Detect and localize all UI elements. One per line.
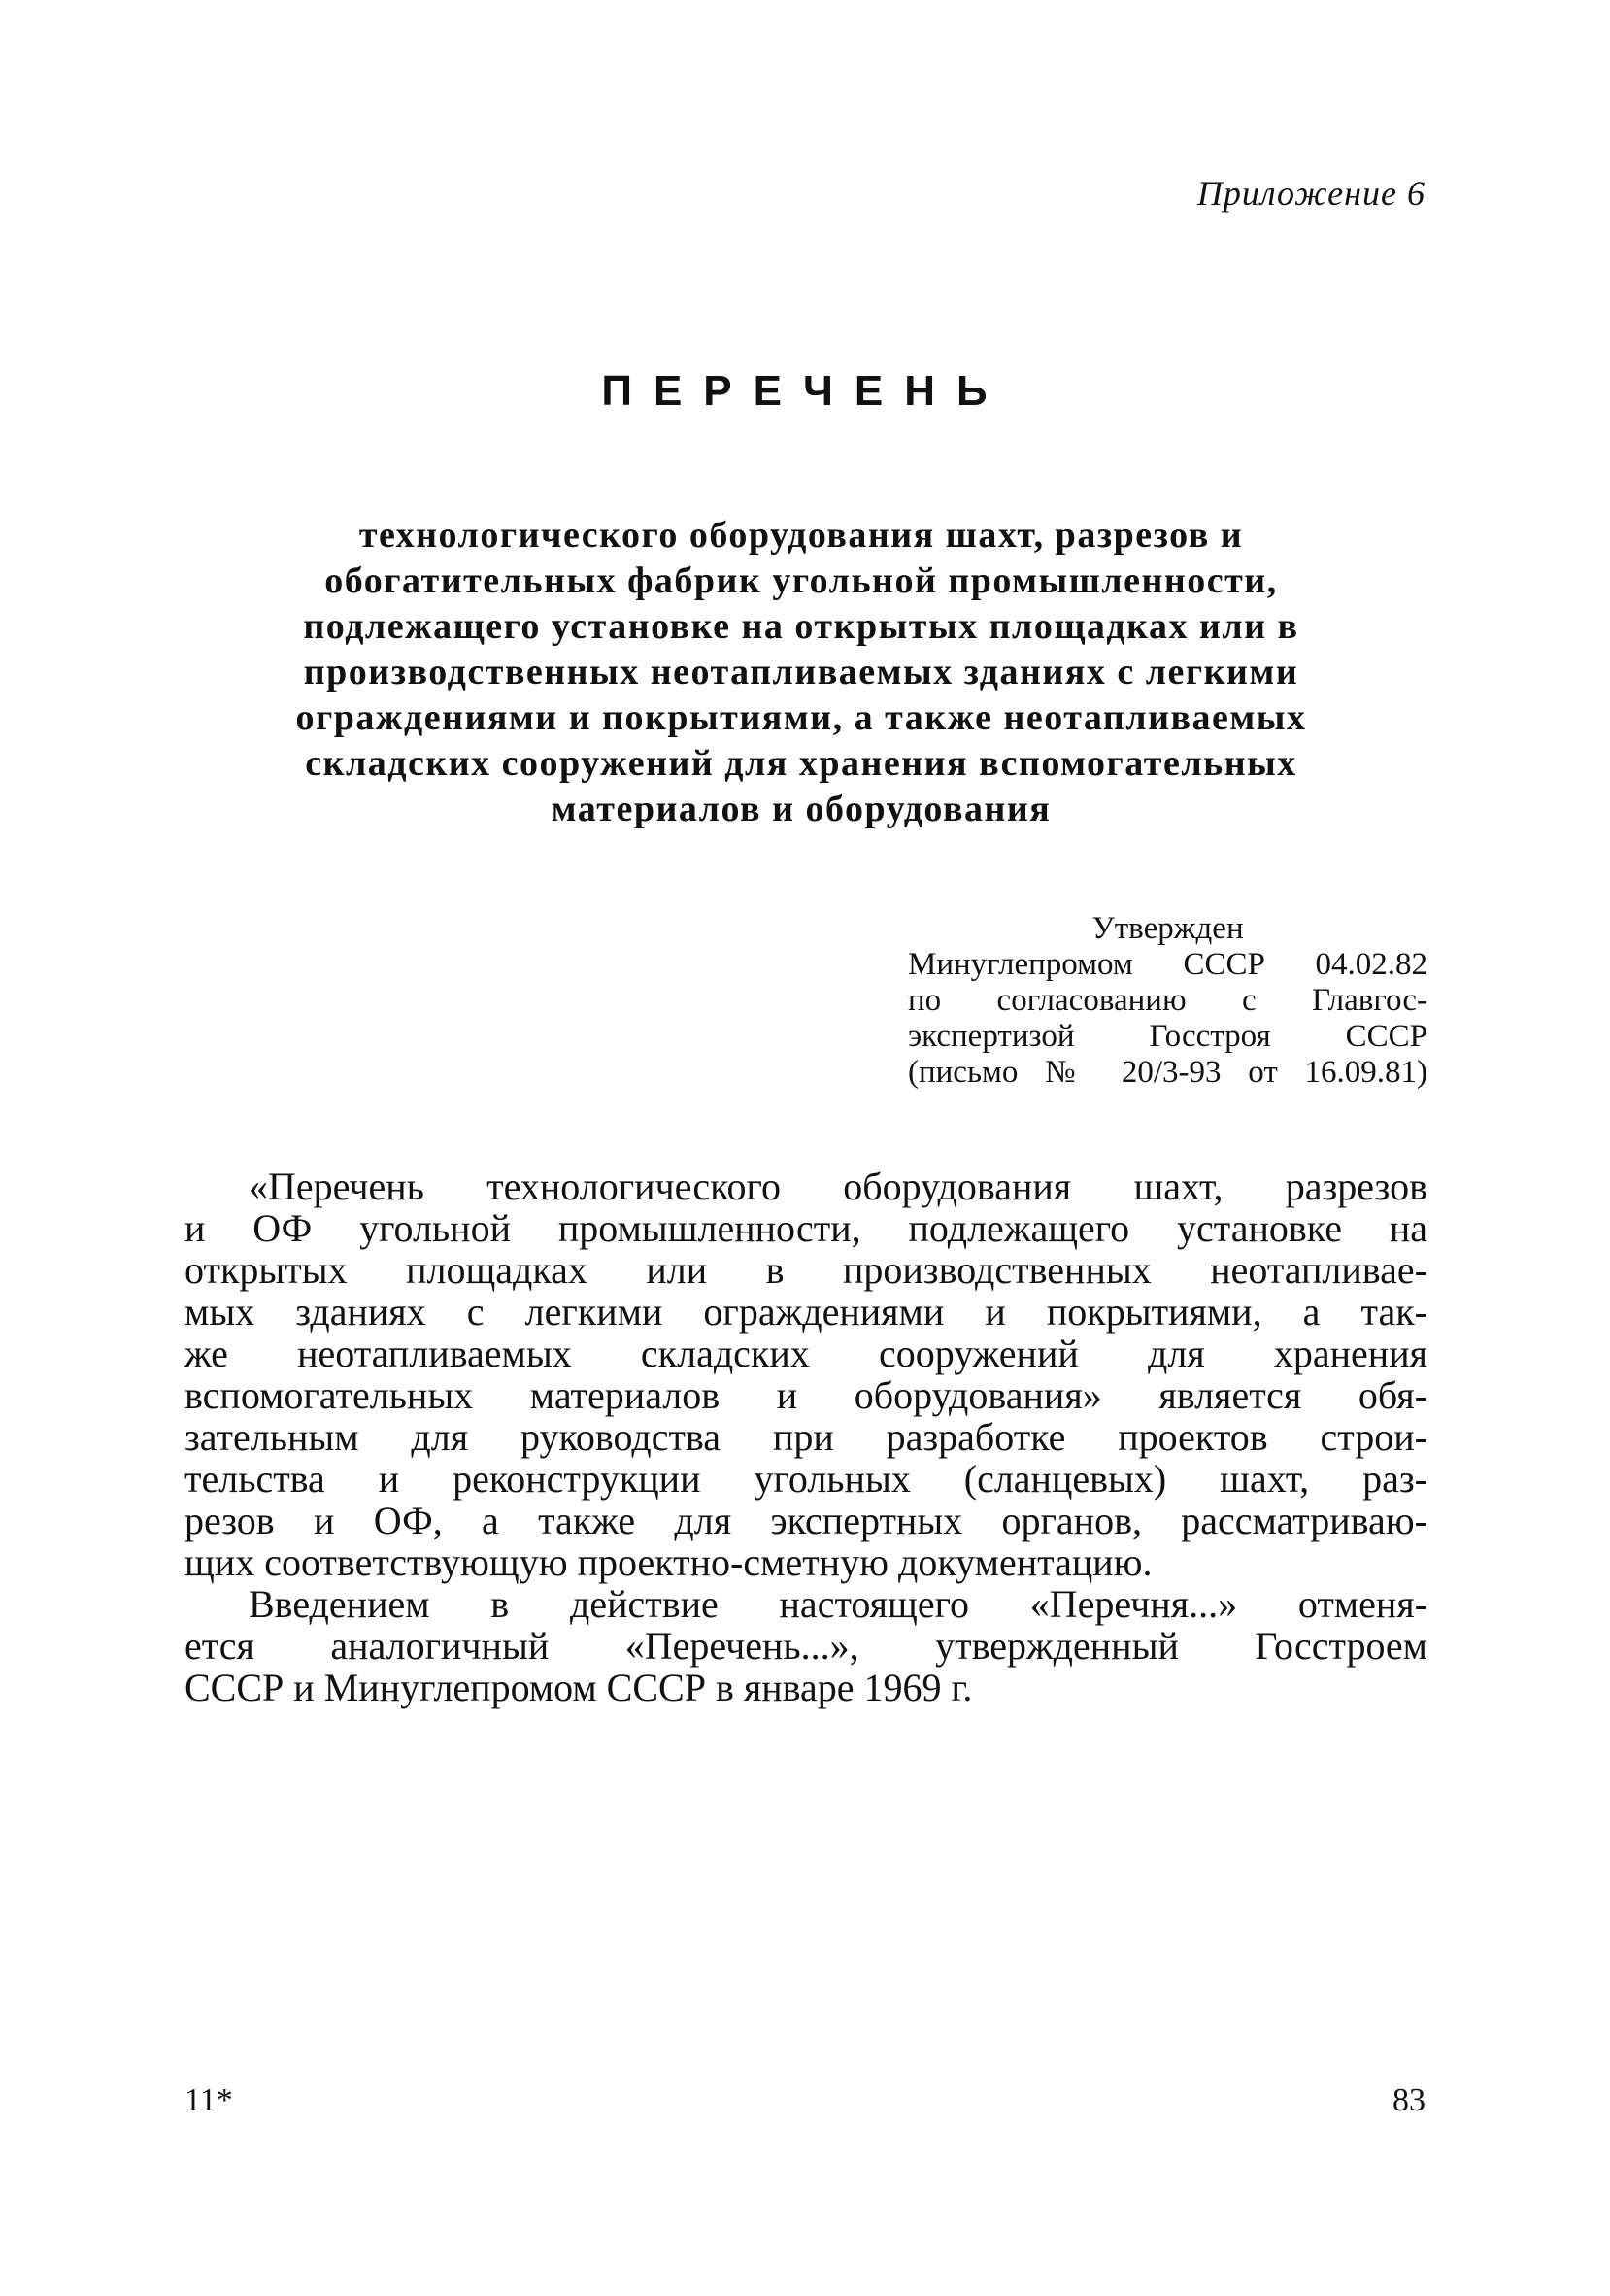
- approval-heading: Утвержден: [1091, 911, 1244, 946]
- paragraph-1-line: резов и ОФ, а также для экспертных органов, рассматриваю-: [184, 1499, 1427, 1542]
- paragraph-1-line: и ОФ угольной промышленности, подлежащего установке на: [184, 1206, 1427, 1250]
- body-text: [184, 1165, 1427, 1708]
- approval-block: [908, 911, 1427, 1091]
- paragraph-1-line: тельства и реконструкции угольных (сланцевых) шахт, раз-: [184, 1457, 1427, 1501]
- signature-mark: 11*: [184, 2082, 233, 2118]
- subtitle-line: материалов и оборудования: [551, 789, 1052, 829]
- subtitle-line: подлежащего установке на открытых площадках или в: [303, 606, 1299, 647]
- paragraph-1-line: щих соответствующую проектно-сметную документацию.: [184, 1540, 1153, 1584]
- paragraph-1-line: зательным для руководства при разработке проектов строи-: [184, 1415, 1427, 1459]
- paragraph-1-line: мых зданиях с легкими ограждениями и покрытиями, а так-: [184, 1290, 1427, 1334]
- subtitle-line: ограждениями и покрытиями, а также неотапливаемых: [295, 697, 1307, 738]
- approval-line: экспертизой Госстроя СССР: [908, 1019, 1427, 1054]
- document-title: ПЕРЕЧЕНЬ: [601, 367, 1009, 415]
- paragraph-1-line: же неотапливаемых складских сооружений для хранения: [184, 1332, 1427, 1375]
- subtitle-line: производственных неотапливаемых зданиях с легкими: [303, 652, 1299, 692]
- document-subtitle: [223, 513, 1379, 832]
- subtitle-line: складских сооружений для хранения вспомогательных: [305, 743, 1297, 784]
- approval-line: по согласованию с Главгос-: [908, 983, 1427, 1018]
- paragraph-2-line: ется аналогичный «Перечень...», утвержденный Госстроем: [184, 1624, 1427, 1668]
- paragraph-1-line: «Перечень технологического оборудования шахт, разрезов: [249, 1165, 1427, 1208]
- appendix-label: Приложение 6: [1196, 174, 1426, 213]
- paragraph-2-line: СССР и Минуглепромом СССР в январе 1969 г.: [184, 1666, 973, 1709]
- approval-line: Минуглепромом СССР 04.02.82: [908, 947, 1427, 982]
- paragraph-2-line: Введением в действие настоящего «Перечня...» отменя-: [249, 1582, 1427, 1626]
- subtitle-line: обогатительных фабрик угольной промышленности,: [324, 560, 1278, 601]
- page-number: 83: [1392, 2082, 1426, 2118]
- paragraph-1-line: вспомогательных материалов и оборудования» является обя-: [184, 1373, 1427, 1417]
- subtitle-line: технологического оборудования шахт, разрезов и: [358, 515, 1244, 556]
- approval-line: (письмо № 20/3-93 от 16.09.81): [908, 1055, 1427, 1090]
- paragraph-1-line: открытых площадках или в производственных неотапливае-: [184, 1248, 1427, 1292]
